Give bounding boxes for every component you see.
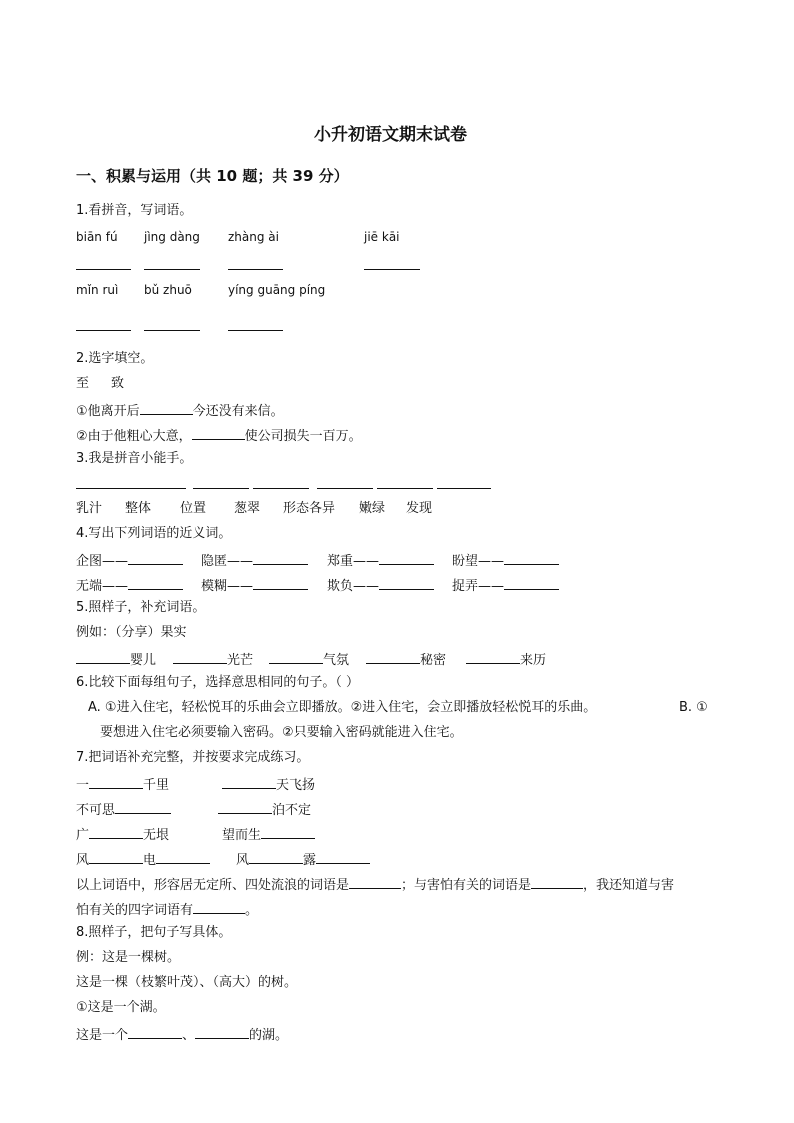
sentence-text: ；与害怕有关的词语是 — [401, 878, 532, 893]
idiom-fill — [76, 851, 210, 867]
example-text: 例如：（分享）果实 — [76, 625, 187, 640]
synonym-item — [452, 577, 559, 593]
question-6-label: 6.比较下面每组句子，选择意思相同的句子。（ ） — [76, 675, 360, 690]
answer-blank[interactable] — [89, 851, 143, 864]
word: 露 — [303, 853, 317, 868]
answer-line[interactable] — [317, 488, 373, 489]
answer-line[interactable] — [76, 269, 131, 270]
section-heading: 一、积累与运用（共 10 题；共 39 分） — [76, 167, 349, 185]
word: 望而生 — [222, 828, 262, 843]
word: 企图—— — [76, 554, 129, 569]
word: 整体 — [125, 501, 152, 516]
answer-blank[interactable] — [349, 876, 401, 889]
idiom-fill — [76, 776, 169, 792]
word: 光芒 — [227, 653, 254, 668]
word: 泊不定 — [272, 803, 312, 818]
answer-blank[interactable] — [128, 1026, 182, 1039]
word: 郑重—— — [327, 554, 380, 569]
choice-char: 致 — [111, 376, 125, 391]
word: 发现 — [406, 501, 433, 516]
word: 嫩绿 — [359, 501, 386, 516]
sentence-text: 怕有关的四字词语有 — [76, 903, 194, 918]
word: 电 — [143, 853, 157, 868]
word: 盼望—— — [452, 554, 505, 569]
word: 无端—— — [76, 579, 129, 594]
answer-blank[interactable] — [89, 826, 143, 839]
answer-blank[interactable] — [504, 577, 559, 590]
answer-blank[interactable] — [249, 851, 303, 864]
answer-blank[interactable] — [504, 552, 559, 565]
answer-blank[interactable] — [253, 577, 308, 590]
answer-blank[interactable] — [115, 801, 171, 814]
word: 婴儿 — [130, 653, 157, 668]
pinyin-5: mǐn ruì — [76, 283, 119, 297]
answer-blank[interactable] — [192, 427, 245, 440]
answer-blank[interactable] — [193, 901, 245, 914]
synonym-item — [201, 552, 308, 568]
synonym-item — [76, 577, 183, 593]
summary-line-2 — [76, 901, 258, 917]
pinyin-2: jìng dàng — [144, 230, 200, 244]
question-4-label: 4.写出下列词语的近义词。 — [76, 526, 232, 541]
sentence-text: 以上词语中，形容居无定所、四处流浪的词语是 — [76, 878, 350, 893]
option-b[interactable]: B. ① — [679, 700, 708, 715]
page-title: 小升初语文期末试卷 — [314, 125, 467, 145]
answer-blank[interactable] — [379, 552, 434, 565]
answer-line[interactable] — [377, 488, 433, 489]
summary-line-1 — [76, 876, 674, 892]
word: 来历 — [520, 653, 547, 668]
idiom-fill — [76, 801, 171, 817]
sentence-1 — [76, 402, 284, 418]
answer-line[interactable] — [364, 269, 420, 270]
synonym-item — [76, 552, 183, 568]
idiom-fill — [222, 826, 315, 842]
answer-blank[interactable] — [261, 826, 315, 839]
answer-line[interactable] — [144, 269, 200, 270]
answer-blank[interactable] — [173, 651, 227, 664]
sentence-text: 这是一个 — [76, 1028, 129, 1043]
question-8-label: 8.照样子，把句子写具体。 — [76, 925, 232, 940]
answer-blank[interactable] — [222, 776, 276, 789]
fill-item — [366, 651, 446, 667]
word: 隐匿—— — [201, 554, 254, 569]
answer-blank[interactable] — [316, 851, 370, 864]
answer-line[interactable] — [76, 330, 131, 331]
pinyin-6: bǔ zhuō — [144, 283, 192, 297]
answer-line[interactable] — [76, 488, 186, 489]
pinyin-1: biān fú — [76, 230, 118, 244]
word: 乳汁 — [76, 501, 103, 516]
sentence-text: 的湖。 — [249, 1028, 289, 1043]
question-3-label: 3.我是拼音小能手。 — [76, 451, 193, 466]
answer-blank[interactable] — [253, 552, 308, 565]
answer-line[interactable] — [193, 488, 249, 489]
sentence-text: 。 — [245, 903, 259, 918]
sentence-text: 使公司损失一百万。 — [244, 429, 362, 444]
idiom-fill — [222, 776, 315, 792]
synonym-item — [327, 577, 434, 593]
exercise-answer — [76, 1026, 288, 1042]
answer-blank[interactable] — [128, 577, 183, 590]
idiom-fill — [76, 826, 169, 842]
question-7-label: 7.把词语补充完整，并按要求完成练习。 — [76, 750, 310, 765]
answer-blank[interactable] — [269, 651, 323, 664]
word: 模糊—— — [201, 579, 254, 594]
synonym-item — [452, 552, 559, 568]
word: 一 — [76, 778, 90, 793]
word: 天飞扬 — [276, 778, 316, 793]
word: 位置 — [180, 501, 207, 516]
word: 秘密 — [420, 653, 447, 668]
fill-item — [76, 651, 156, 667]
answer-line[interactable] — [144, 330, 200, 331]
sentence-text: ①他离开后 — [76, 404, 140, 419]
pinyin-3: zhàng ài — [228, 230, 279, 244]
answer-blank[interactable] — [89, 776, 143, 789]
word: 千里 — [143, 778, 170, 793]
answer-line[interactable] — [437, 488, 491, 489]
word: 欺负—— — [327, 579, 380, 594]
answer-blank[interactable] — [379, 577, 434, 590]
answer-blank[interactable] — [466, 651, 520, 664]
answer-blank[interactable] — [531, 876, 583, 889]
word: 气氛 — [323, 653, 350, 668]
pinyin-4: jiē kāi — [364, 230, 400, 244]
sentence-text: ，我还知道与害 — [583, 878, 675, 893]
option-a[interactable]: A. ①进入住宅，轻松悦耳的乐曲会立即播放。②进入住宅，会立即播放轻松悦耳的乐曲。 — [88, 700, 597, 715]
sentence-2 — [76, 427, 362, 443]
answer-blank[interactable] — [128, 552, 183, 565]
choice-char: 至 — [76, 376, 90, 391]
sentence-text: ②由于他粗心大意， — [76, 429, 192, 444]
answer-line[interactable] — [228, 269, 283, 270]
synonym-item — [201, 577, 308, 593]
answer-line[interactable] — [228, 330, 283, 331]
answer-blank[interactable] — [195, 1026, 249, 1039]
exercise-sentence: ①这是一个湖。 — [76, 1000, 166, 1015]
answer-line[interactable] — [253, 488, 309, 489]
word: 形态各异 — [283, 501, 336, 516]
sentence-text: 、 — [182, 1028, 196, 1043]
fill-item — [173, 651, 253, 667]
fill-item — [466, 651, 546, 667]
question-2-label: 2.选字填空。 — [76, 351, 154, 366]
word: 广 — [76, 828, 90, 843]
idiom-fill — [218, 801, 311, 817]
answer-blank[interactable] — [218, 801, 272, 814]
word: 葱翠 — [234, 501, 261, 516]
question-1-label: 1.看拼音，写词语。 — [76, 203, 193, 218]
word: 不可思 — [76, 803, 116, 818]
word: 风 — [76, 853, 90, 868]
word: 捉弄—— — [452, 579, 505, 594]
fill-item — [269, 651, 349, 667]
pinyin-7: yíng guāng píng — [228, 283, 326, 297]
synonym-item — [327, 552, 434, 568]
answer-blank[interactable] — [366, 651, 420, 664]
example-text: 例：这是一棵树。 — [76, 950, 181, 965]
sentence-text: 今还没有来信。 — [192, 404, 284, 419]
answer-blank[interactable] — [156, 851, 210, 864]
idiom-fill — [236, 851, 370, 867]
word: 无垠 — [143, 828, 170, 843]
question-5-label: 5.照样子，补充词语。 — [76, 600, 206, 615]
answer-blank[interactable] — [140, 402, 193, 415]
example-text: 这是一棵（枝繁叶茂）、（高大）的树。 — [76, 975, 298, 990]
answer-blank[interactable] — [76, 651, 130, 664]
word: 风 — [236, 853, 250, 868]
option-b-continued: 要想进入住宅必须要输入密码。②只要输入密码就能进入住宅。 — [100, 725, 463, 740]
